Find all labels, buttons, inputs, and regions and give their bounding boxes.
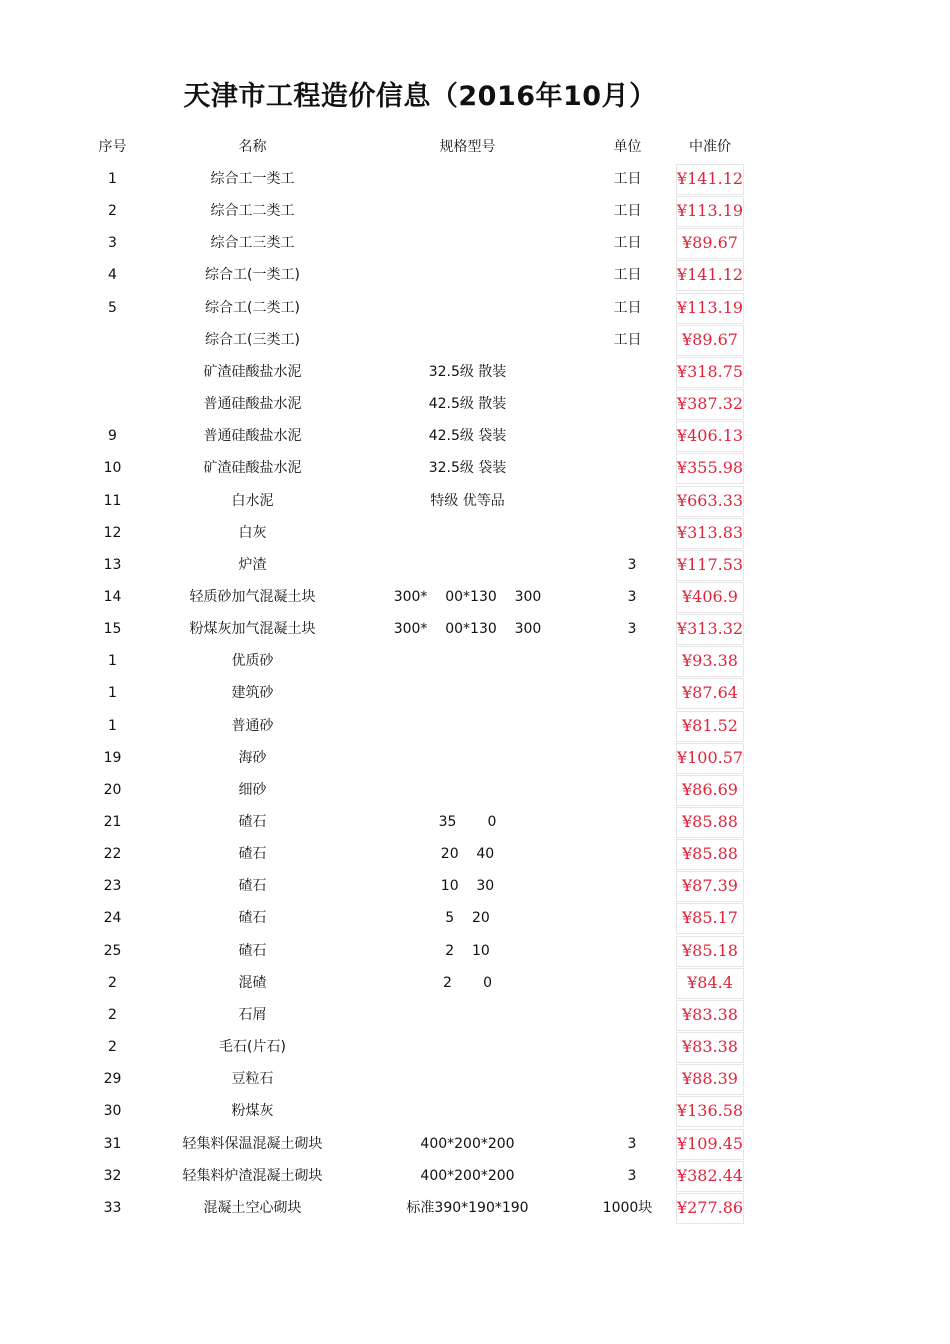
table-row xyxy=(0,581,950,613)
table-row xyxy=(0,452,950,484)
row-spec xyxy=(380,259,555,291)
row-spec xyxy=(380,292,555,324)
row-price: ¥382.44 xyxy=(676,1165,744,1185)
table-row xyxy=(0,549,950,581)
row-no: 14 xyxy=(103,589,122,605)
row-name: 白灰 xyxy=(238,524,267,541)
row-no xyxy=(80,356,145,388)
row-spec xyxy=(380,517,555,549)
row-no: 3 xyxy=(108,235,117,252)
row-price: ¥85.88 xyxy=(682,812,738,831)
row-spec: 400*200*200 xyxy=(420,1135,515,1152)
row-unit xyxy=(590,517,665,549)
row-spec xyxy=(380,645,555,677)
row-name: 普通砂 xyxy=(231,717,274,734)
table-row xyxy=(0,227,950,259)
row-price: ¥117.53 xyxy=(676,554,744,574)
row-unit xyxy=(590,935,665,967)
header-unit: 单位 xyxy=(613,139,642,155)
table-row xyxy=(0,838,950,870)
row-name: 轻集料炉渣混凝土砌块 xyxy=(182,1167,323,1184)
table-row xyxy=(0,935,950,967)
row-name: 炉渣 xyxy=(238,556,267,573)
row-spec xyxy=(380,163,555,195)
row-name: 普通硅酸盐水泥 xyxy=(203,428,302,445)
row-spec: 35 0 xyxy=(438,814,497,830)
row-unit: 3 xyxy=(618,1167,637,1184)
row-name: 碴石 xyxy=(238,878,267,895)
table-row xyxy=(0,710,950,742)
row-price: ¥83.38 xyxy=(682,1037,738,1056)
row-unit: 工日 xyxy=(613,267,642,284)
row-no: 2 xyxy=(108,203,117,220)
row-name: 综合工二类工 xyxy=(210,203,295,220)
row-unit: 1000块 xyxy=(602,1199,653,1216)
row-unit xyxy=(590,742,665,774)
row-unit xyxy=(590,967,665,999)
table-row xyxy=(0,1160,950,1192)
row-no: 25 xyxy=(103,942,122,959)
row-unit: 工日 xyxy=(613,235,642,252)
row-spec: 42.5级 袋装 xyxy=(428,428,507,445)
row-name: 海砂 xyxy=(238,749,267,766)
table-row xyxy=(0,967,950,999)
table-row xyxy=(0,517,950,549)
row-no: 1 xyxy=(108,685,117,702)
row-unit: 工日 xyxy=(613,299,642,316)
row-spec xyxy=(380,549,555,581)
row-name: 碴石 xyxy=(238,846,267,863)
row-price: ¥113.19 xyxy=(676,297,744,317)
row-name: 粉煤灰 xyxy=(231,1103,274,1120)
row-price: ¥81.52 xyxy=(682,715,738,735)
row-price: ¥89.67 xyxy=(682,233,738,253)
row-no: 10 xyxy=(103,460,122,477)
row-price: ¥406.9 xyxy=(682,587,738,606)
row-no: 23 xyxy=(103,878,122,895)
row-spec xyxy=(380,195,555,227)
row-price: ¥318.75 xyxy=(676,361,744,381)
row-name: 建筑砂 xyxy=(231,685,274,702)
row-no xyxy=(80,388,145,420)
table-row xyxy=(0,1095,950,1127)
row-name: 普通硅酸盐水泥 xyxy=(203,396,302,412)
row-price: ¥85.88 xyxy=(682,844,738,864)
row-price: ¥83.38 xyxy=(682,1004,738,1024)
row-unit: 3 xyxy=(618,1135,637,1152)
table-row xyxy=(0,774,950,806)
table-row xyxy=(0,902,950,934)
row-price: ¥89.67 xyxy=(682,329,738,349)
row-name: 轻集料保温混凝土砌块 xyxy=(182,1135,323,1152)
row-no: 2 xyxy=(108,1006,117,1023)
row-unit xyxy=(590,999,665,1031)
row-no: 33 xyxy=(103,1199,122,1216)
row-name: 综合工(三类工) xyxy=(205,331,300,348)
row-unit: 工日 xyxy=(613,203,642,220)
row-no: 1 xyxy=(108,653,117,670)
row-price: ¥355.98 xyxy=(676,458,744,478)
row-unit xyxy=(590,1095,665,1127)
page-title: 天津市工程造价信息（2016年10月） xyxy=(183,81,657,112)
row-name: 优质砂 xyxy=(231,653,274,670)
row-no: 15 xyxy=(103,621,122,638)
row-spec xyxy=(380,1031,555,1063)
row-name: 碴石 xyxy=(238,910,267,927)
table-row xyxy=(0,613,950,645)
row-no: 22 xyxy=(103,846,122,863)
row-unit: 3 xyxy=(618,621,637,638)
row-name: 矿渣硅酸盐水泥 xyxy=(203,363,302,380)
row-unit xyxy=(590,452,665,484)
row-no: 1 xyxy=(108,717,117,734)
row-spec: 2 0 xyxy=(443,974,492,991)
row-price: ¥109.45 xyxy=(676,1133,744,1153)
row-name: 豆粒石 xyxy=(231,1071,274,1088)
row-no: 12 xyxy=(103,524,122,541)
table-row xyxy=(0,292,950,324)
header-name: 名称 xyxy=(238,139,267,155)
row-spec: 300* 00*130 300 xyxy=(393,621,542,638)
row-name: 毛石(片石) xyxy=(219,1039,286,1055)
row-name: 混凝土空心砌块 xyxy=(203,1199,302,1216)
row-name: 碴石 xyxy=(238,814,267,830)
row-unit xyxy=(590,420,665,452)
row-spec xyxy=(380,324,555,356)
row-no: 21 xyxy=(103,814,122,830)
row-no: 13 xyxy=(103,556,122,573)
row-unit: 3 xyxy=(618,589,637,605)
row-spec: 42.5级 散装 xyxy=(428,396,507,412)
row-spec: 标准390*190*190 xyxy=(406,1199,529,1216)
table-row xyxy=(0,163,950,195)
table-row xyxy=(0,742,950,774)
table-row xyxy=(0,677,950,709)
row-price: ¥663.33 xyxy=(676,490,744,510)
row-unit xyxy=(590,806,665,838)
row-price: ¥87.64 xyxy=(682,683,738,703)
table-row xyxy=(0,870,950,902)
row-no: 29 xyxy=(103,1071,122,1088)
row-no: 20 xyxy=(103,781,122,798)
table-header xyxy=(0,131,950,163)
row-price: ¥313.32 xyxy=(676,619,744,639)
row-spec: 特级 优等品 xyxy=(430,492,505,509)
row-no: 24 xyxy=(103,910,122,927)
row-price: ¥141.12 xyxy=(676,265,744,285)
row-name: 细砂 xyxy=(238,781,267,798)
row-spec xyxy=(380,742,555,774)
row-unit xyxy=(590,677,665,709)
row-spec: 32.5级 散装 xyxy=(428,363,507,380)
table-row xyxy=(0,806,950,838)
table-row xyxy=(0,1128,950,1160)
row-price: ¥113.19 xyxy=(676,201,744,221)
row-unit xyxy=(590,774,665,806)
row-no xyxy=(80,324,145,356)
row-price: ¥277.86 xyxy=(676,1197,744,1217)
row-price: ¥136.58 xyxy=(676,1101,744,1121)
row-no: 5 xyxy=(108,299,117,316)
row-name: 碴石 xyxy=(238,942,267,959)
table-row xyxy=(0,324,950,356)
table-row xyxy=(0,195,950,227)
table-row xyxy=(0,645,950,677)
row-spec: 10 30 xyxy=(440,878,495,895)
table-row xyxy=(0,999,950,1031)
row-price: ¥387.32 xyxy=(676,394,744,413)
row-unit xyxy=(590,645,665,677)
row-price: ¥87.39 xyxy=(682,876,738,896)
row-name: 综合工(一类工) xyxy=(205,267,300,284)
row-spec: 32.5级 袋装 xyxy=(428,460,507,477)
row-spec: 300* 00*130 300 xyxy=(393,589,542,605)
row-unit xyxy=(590,838,665,870)
row-spec xyxy=(380,227,555,259)
row-name: 粉煤灰加气混凝土块 xyxy=(189,621,316,638)
header-spec: 规格型号 xyxy=(439,139,496,155)
row-unit: 工日 xyxy=(613,171,642,187)
row-unit xyxy=(590,356,665,388)
row-spec xyxy=(380,710,555,742)
row-spec: 20 40 xyxy=(440,846,495,863)
row-spec: 2 10 xyxy=(445,942,490,959)
row-spec xyxy=(380,1095,555,1127)
row-price: ¥141.12 xyxy=(676,169,744,188)
row-unit xyxy=(590,1031,665,1063)
table-row xyxy=(0,388,950,420)
row-name: 综合工(二类工) xyxy=(205,299,300,316)
row-name: 综合工三类工 xyxy=(210,235,295,252)
row-price: ¥84.4 xyxy=(687,972,733,992)
row-name: 白水泥 xyxy=(231,492,274,509)
row-spec: 5 20 xyxy=(445,910,490,927)
row-unit xyxy=(590,870,665,902)
row-name: 轻质砂加气混凝土块 xyxy=(189,589,316,605)
header-no: 序号 xyxy=(98,139,127,155)
table-row xyxy=(0,259,950,291)
row-unit: 工日 xyxy=(613,331,642,348)
header-price: 中准价 xyxy=(689,139,731,155)
row-unit xyxy=(590,485,665,517)
row-spec xyxy=(380,999,555,1031)
row-spec xyxy=(380,1063,555,1095)
row-unit xyxy=(590,1063,665,1095)
row-unit xyxy=(590,902,665,934)
table-row xyxy=(0,420,950,452)
row-no: 2 xyxy=(108,974,117,991)
row-price: ¥93.38 xyxy=(682,651,738,671)
row-price: ¥313.83 xyxy=(676,522,744,542)
row-price: ¥406.13 xyxy=(676,426,744,446)
row-no: 4 xyxy=(108,267,117,284)
row-price: ¥88.39 xyxy=(682,1069,738,1089)
row-name: 矿渣硅酸盐水泥 xyxy=(203,460,302,477)
row-spec: 400*200*200 xyxy=(420,1167,515,1184)
row-unit xyxy=(590,388,665,420)
row-name: 石屑 xyxy=(238,1006,267,1023)
row-no: 1 xyxy=(108,171,117,187)
row-unit: 3 xyxy=(618,556,637,573)
row-spec xyxy=(380,774,555,806)
row-no: 19 xyxy=(103,749,122,766)
table-row xyxy=(0,356,950,388)
row-no: 11 xyxy=(103,492,122,509)
row-price: ¥85.18 xyxy=(682,940,738,960)
row-name: 综合工一类工 xyxy=(210,171,295,187)
row-no: 31 xyxy=(103,1135,122,1152)
row-unit xyxy=(590,710,665,742)
row-no: 30 xyxy=(103,1103,122,1120)
table-row xyxy=(0,1192,950,1224)
row-price: ¥85.17 xyxy=(682,908,738,928)
row-no: 9 xyxy=(108,428,117,445)
table-row xyxy=(0,1063,950,1095)
table-row xyxy=(0,1031,950,1063)
row-price: ¥86.69 xyxy=(682,779,738,799)
row-no: 2 xyxy=(108,1039,117,1055)
row-name: 混碴 xyxy=(238,974,267,991)
table-row xyxy=(0,485,950,517)
row-no: 32 xyxy=(103,1167,122,1184)
row-price: ¥100.57 xyxy=(676,747,744,767)
row-spec xyxy=(380,677,555,709)
